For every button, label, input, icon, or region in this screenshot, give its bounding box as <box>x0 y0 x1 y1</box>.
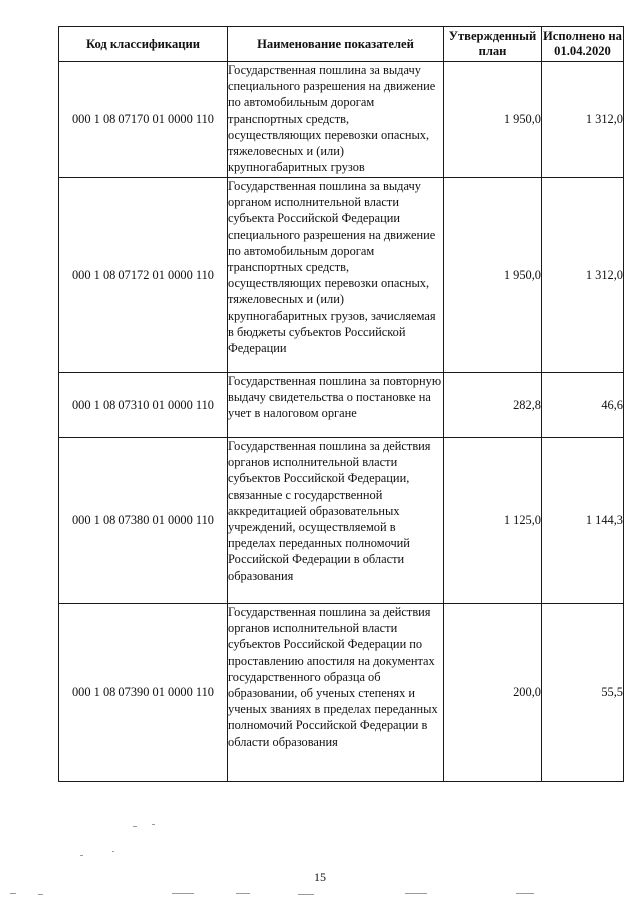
scan-speck <box>298 894 314 895</box>
row-code: 000 1 08 07172 01 0000 110 <box>59 178 228 373</box>
row-code: 000 1 08 07310 01 0000 110 <box>59 373 228 438</box>
row-plan: 1 125,0 <box>444 438 542 604</box>
row-name: Государственная пошлина за выдачу специального разрешения на движение по автомобильным дорогам транспортных средств, осуществляющих перевозки опасных, тяжеловесных и (или) крупногабаритных грузов <box>228 62 444 178</box>
table-header-row <box>59 27 624 62</box>
scan-speck <box>405 893 427 894</box>
row-done: 55,5 <box>542 604 624 782</box>
row-plan: 1 950,0 <box>444 178 542 373</box>
row-plan: 282,8 <box>444 373 542 438</box>
scan-speck <box>38 894 43 895</box>
scan-speck <box>10 893 16 894</box>
row-name: Государственная пошлина за повторную выдачу свидетельства о постановке на учет в налоговом органе <box>228 373 444 438</box>
row-done: 1 144,3 <box>542 438 624 604</box>
row-plan: 1 950,0 <box>444 62 542 178</box>
row-plan: 200,0 <box>444 604 542 782</box>
row-name: Государственная пошлина за действия органов исполнительной власти субъектов Российской Федерации по проставлению апостиля на документах государственного образца об образовании, об ученых степенях и ученых званиях в пределах переданных полномочий Российской Федерации в области образования <box>228 604 444 782</box>
table-row <box>59 178 624 373</box>
row-code: 000 1 08 07380 01 0000 110 <box>59 438 228 604</box>
header-done: Исполнено на 01.04.2020 <box>542 27 624 62</box>
header-name: Наименование показателей <box>228 27 444 62</box>
scan-speck <box>172 893 194 894</box>
row-code: 000 1 08 07170 01 0000 110 <box>59 62 228 178</box>
scan-speck <box>112 851 114 852</box>
page-number: 15 <box>314 870 326 884</box>
row-done: 1 312,0 <box>542 178 624 373</box>
table-row <box>59 62 624 178</box>
header-plan: Утвержденный план <box>444 27 542 62</box>
row-done: 46,6 <box>542 373 624 438</box>
table-row <box>59 604 624 782</box>
row-name: Государственная пошлина за выдачу органом исполнительной власти субъекта Российской Федерации специального разрешения на движение по автомобильным дорогам транспортных средств, осуществляющих перевозки опасных, тяжеловесных и (или) крупногабаритных грузов, зачисляемая в бюджеты субъектов Российской Федерации <box>228 178 444 373</box>
table-row <box>59 438 624 604</box>
scan-speck <box>516 893 534 894</box>
budget-revenue-table <box>58 26 624 782</box>
row-code: 000 1 08 07390 01 0000 110 <box>59 604 228 782</box>
scan-speck <box>152 824 155 825</box>
scan-speck <box>133 826 137 827</box>
header-code: Код классификации <box>59 27 228 62</box>
scan-speck <box>80 855 83 856</box>
row-name: Государственная пошлина за действия органов исполнительной власти субъектов Российской Федерации, связанные с государственной аккредитацией образовательных учреждений, осуществляемой в пределах переданных полномочий Российской Федерации в области образования <box>228 438 444 604</box>
scan-speck <box>236 893 250 894</box>
row-done: 1 312,0 <box>542 62 624 178</box>
table-row <box>59 373 624 438</box>
